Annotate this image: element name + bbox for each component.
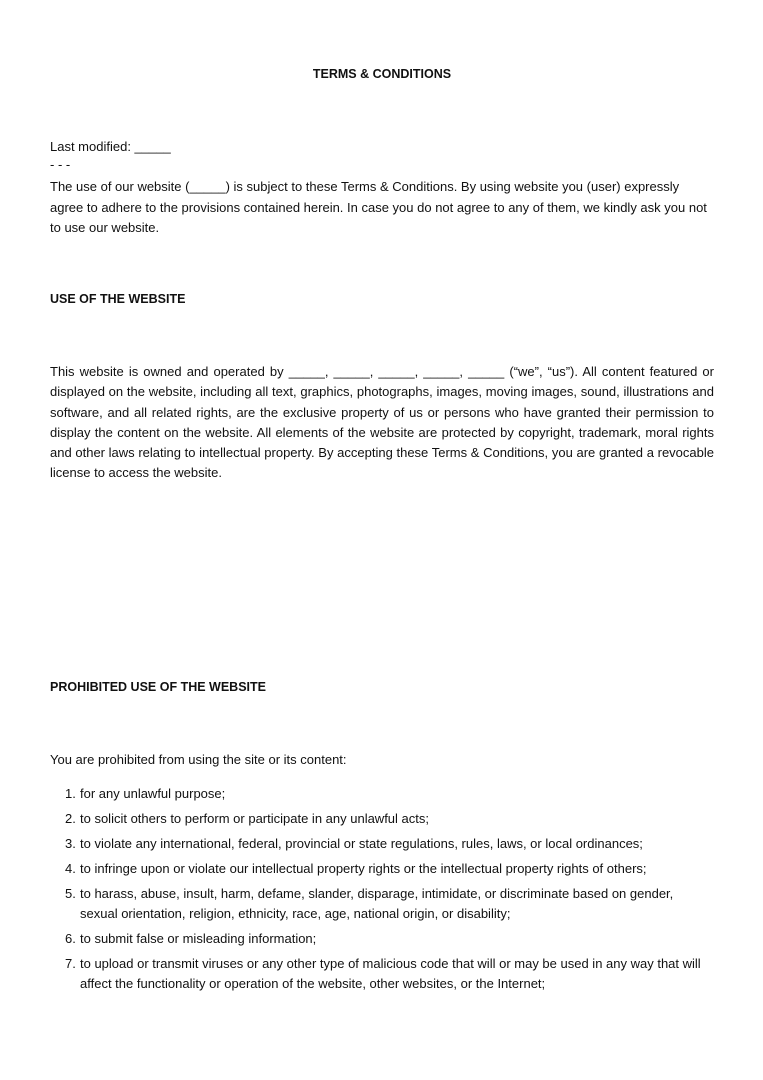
document-title: TERMS & CONDITIONS — [312, 67, 452, 81]
list-item — [50, 784, 714, 804]
section-heading-use: USE OF THE WEBSITE — [50, 292, 186, 306]
list-item-number: 7. — [65, 956, 76, 971]
list-item-text: for any unlawful purpose; — [80, 786, 226, 801]
document-page — [50, 0, 714, 1080]
list-item — [50, 834, 714, 854]
list-item-number: 1. — [65, 786, 76, 801]
use-paragraph: This website is owned and operated by _____, _____, _____, _____, _____ (“we”, “us”). All content featured or displayed on the website, including all text, graphics, photographs, images, moving images, sound, illustrations and software, and all related rights, are the exclusive property of us or persons who have granted their permission to display the content on the website. All elements of the website are protected by copyright, trademark, moral rights and other laws relating to intellectual property. By accepting these Terms & Conditions, you are granted a revocable license to access the website. — [50, 364, 714, 481]
list-item-text: to solicit others to perform or participate in any unlawful acts; — [80, 811, 429, 826]
list-item-text: to submit false or misleading information; — [80, 931, 317, 946]
list-item-text: to harass, abuse, insult, harm, defame, slander, disparage, intimidate, or discriminate based on gender, sexual orientation, religion, ethnicity, race, age, national origin, or disability; — [80, 886, 674, 921]
list-item — [50, 954, 714, 994]
list-item-number: 6. — [65, 931, 76, 946]
list-item-number: 3. — [65, 836, 76, 851]
last-modified: Last modified: _____ — [50, 139, 171, 154]
separator: - - - — [50, 157, 71, 172]
prohibited-intro: You are prohibited from using the site or its content: — [50, 752, 347, 767]
list-item — [50, 884, 714, 924]
prohibited-list — [50, 784, 714, 999]
list-item-text: to violate any international, federal, provincial or state regulations, rules, laws, or local ordinances; — [80, 836, 643, 851]
list-item-number: 4. — [65, 861, 76, 876]
list-item — [50, 929, 714, 949]
list-item-text: to upload or transmit viruses or any other type of malicious code that will or may be used in any way that will affect the functionality or operation of the website, other websites, or the Internet; — [80, 956, 701, 991]
list-item — [50, 859, 714, 879]
intro-paragraph: The use of our website (_____) is subject to these Terms & Conditions. By using website you (user) expressly agree to adhere to the provisions contained herein. In case you do not agree to any of them, we kindly ask you not to use our website. — [50, 179, 707, 235]
section-heading-prohibited: PROHIBITED USE OF THE WEBSITE — [50, 680, 266, 694]
list-item-number: 2. — [65, 811, 76, 826]
list-item-text: to infringe upon or violate our intellectual property rights or the intellectual property rights of others; — [80, 861, 647, 876]
list-item-number: 5. — [65, 886, 76, 901]
list-item — [50, 809, 714, 829]
